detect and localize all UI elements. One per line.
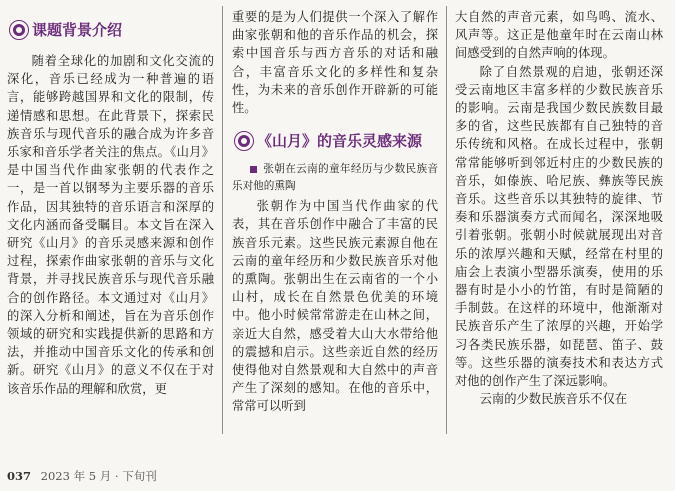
paragraph: 重要的是为人们提供一个深入了解作曲家张朝和他的音乐作品的机会，探索中国音乐与西方音乐的对话和融合，丰富音乐文化的多样性和复杂性，为未来的音乐创作开辟新的可能性。	[232, 10, 438, 116]
circle-bullet-icon	[234, 131, 254, 151]
paragraph: 除了自然景观的启迪，张朝还深受云南地区丰富多样的少数民族音乐的影响。云南是我国少数民族数目最多的省，这些民族都有自己独特的音乐传统和风格。在成长过程中，张朝常常能够听到邻近村庄的少数民族的音乐，如傣族、哈尼族、彝族等民族音乐。这些音乐以其独特的旋律、节奏和乐器演奏方式而闻名，深深地吸引着张朝。张朝小时候就展现出对音乐的浓厚兴趣和天赋，经常在村里的庙会上表演小型器乐演奏，使用的乐器有时是小小的竹笛，有时是简陋的手制鼓。在这样的环境中，他渐渐对民族音乐产生了浓厚的兴趣，开始学习各类民族乐器，如琵琶、笛子、鼓等。这些乐器的演奏技术和表达方式对他的创作产生了深远影响。	[455, 64, 663, 389]
paragraph: 大自然的声音元素，如鸟鸣、流水、风声等。这正是他童年时在云南山林间感受到的自然声响的体现。	[455, 10, 663, 61]
column-3	[455, 8, 663, 408]
paragraph: 云南的少数民族音乐不仅在	[479, 392, 628, 407]
paragraph: 张朝作为中国当代作曲家的代表，其在音乐创作中融合了丰富的民族音乐元素。这些民族元素源自他在云南的童年经历和少数民族音乐对他的熏陶。张朝出生在云南省的一个小山村，成长在自然景色优美的环境中。他小时候常常游走在山林之间，亲近大自然，感受着大山大水带给他的震撼和启示。这些亲近自然的经历使得他对自然景观和大自然中的声音产生了深刻的感知。在他的音乐中，常常可以听到	[232, 199, 438, 414]
column-divider	[222, 6, 223, 434]
paragraph: 随着全球化的加剧和文化交流的深化，音乐已经成为一种普遍的语言，能够跨越国界和文化的限制，传递情感和思想。在此背景下，探索民族音乐与现代音乐的融合成为许多音乐家和音乐学者关注的焦点。《山月》是中国当代作曲家张朝的代表作之一，是一首以钢琴为主要乐器的音乐作品，因其独特的音乐语言和深厚的文化内涵而备受瞩目。本文旨在深入研究《山月》的音乐灵感来源和创作过程，探索作曲家张朝的音乐与文化背景，并寻找民族音乐与现代音乐融合的创作路径。本文通过对《山月》的深入分析和阐述，旨在为音乐创作领域的研究和实践提供新的思路和方法，并推动中国音乐文化的传承和创新。研究《山月》的意义不仅在于对该音乐作品的理解和欣赏，更	[7, 54, 214, 396]
section-heading	[9, 20, 214, 40]
column-2	[232, 8, 438, 416]
section-heading-text: 课题背景介绍	[32, 21, 123, 39]
section-heading	[234, 131, 438, 151]
subsection-heading: 张朝在云南的童年经历与少数民族音乐对他的熏陶	[232, 163, 438, 193]
column-1	[7, 8, 214, 398]
section-heading-text: 《山月》的音乐灵感来源	[257, 132, 423, 151]
page-number: 037	[7, 469, 32, 483]
page-footer	[7, 468, 157, 484]
column-divider	[446, 6, 447, 434]
circle-bullet-icon	[9, 20, 29, 40]
journal-issue: 2023 年 5 月 · 下旬刊	[40, 469, 157, 483]
square-bullet-icon	[250, 166, 257, 173]
